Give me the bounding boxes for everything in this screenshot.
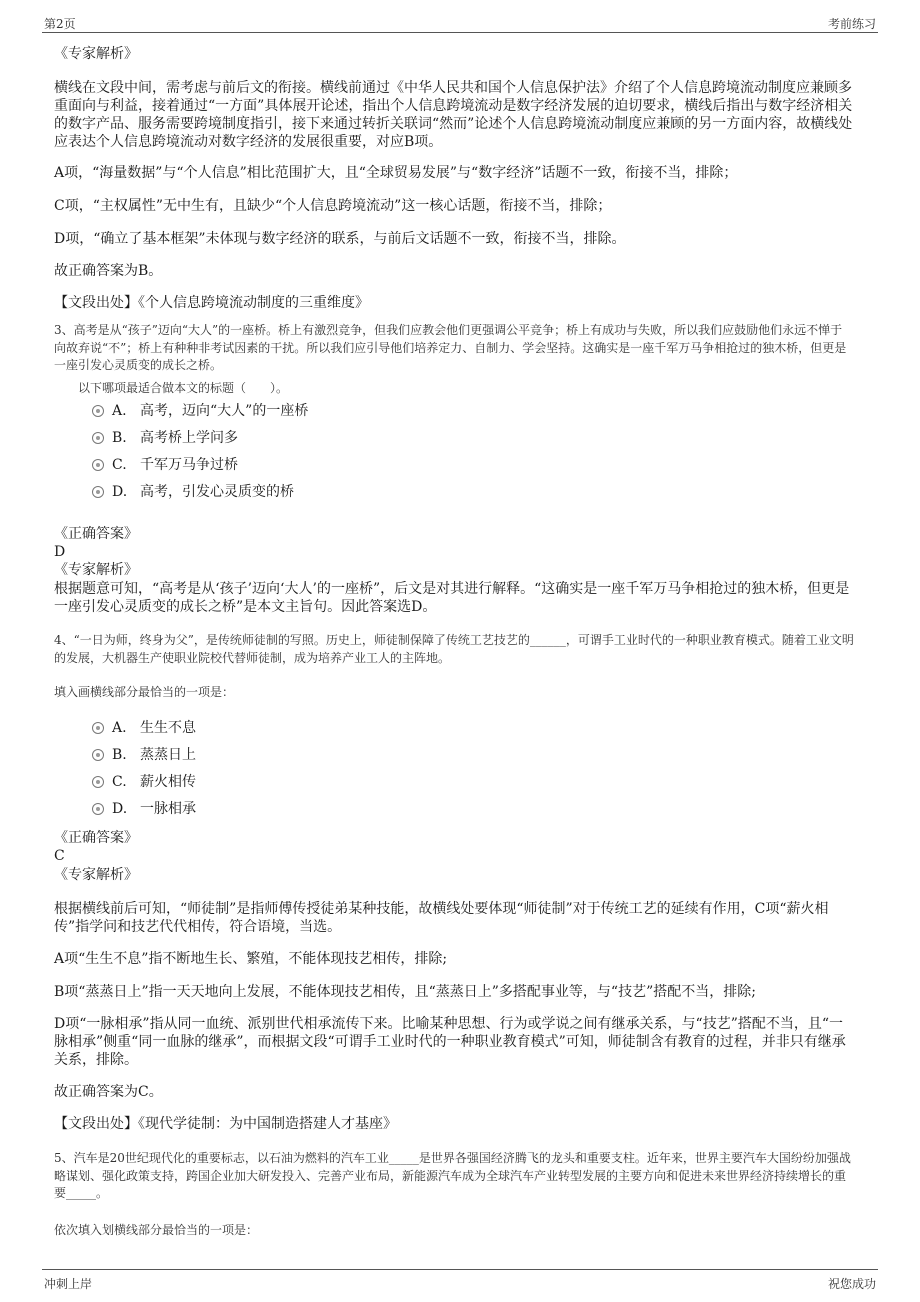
q2-analysis-d: D项，“确立了基本框架”未体现与数字经济的联系，与前后文话题不一致，衔接不当，排除。 [54, 231, 626, 247]
radio-icon[interactable] [92, 722, 104, 734]
q4-source: 【文段出处】《现代学徒制：为中国制造搭建人才基座》 [54, 1116, 397, 1132]
radio-icon[interactable] [92, 405, 104, 417]
q4-answer: C [54, 848, 65, 864]
q4-option-a[interactable]: A. 生生不息 [92, 719, 196, 737]
footer-left: 冲刺上岸 [44, 1277, 93, 1291]
q3-analysis-title: 《专家解析》 [54, 562, 138, 578]
q3-option-c[interactable]: C. 千军万马争过桥 [92, 456, 238, 474]
radio-icon[interactable] [92, 459, 104, 471]
radio-icon[interactable] [92, 803, 104, 815]
q4-analysis-a: A项“生生不息”指不断地生长、繁殖，不能体现技艺相传，排除; [54, 951, 448, 967]
q4-analysis-d: D项“一脉相承”指从同一血统、派别世代相承流传下来。比喻某种思想、行为或学说之间有继承关系，与“技艺”搭配不当，且“一脉相承”侧重“同一血脉的继承”，而根据文段“可谓手工业时代的一种职业教育模式”可知，师徒制含有教育的过程，并非只有继承关系，排除。 [54, 1016, 846, 1068]
q4-option-b[interactable]: B. 蒸蒸日上 [92, 746, 196, 764]
q4-option-c[interactable]: C. 薪火相传 [92, 773, 196, 791]
q2-analysis-c: C项，“主权属性”无中生有，且缺少“个人信息跨境流动”这一核心话题，衔接不当，排除； [54, 198, 612, 214]
q3-option-b[interactable]: B. 高考桥上学问多 [92, 429, 238, 447]
q4-answer-text: 故正确答案为C。 [54, 1084, 163, 1100]
q3-option-d[interactable]: D. 高考，引发心灵质变的桥 [92, 483, 294, 501]
q4-analysis-b: B项“蒸蒸日上”指一天天地向上发展，不能体现技艺相传，且“蒸蒸日上”多搭配事业等，与“技艺”搭配不当，排除; [54, 984, 756, 1000]
q2-analysis-title: 《专家解析》 [54, 46, 138, 62]
q2-analysis-body: 横线在文段中间，需考虑与前后文的衔接。横线前通过《中华人民共和国个人信息保护法》介绍了个人信息跨境流动制度应兼顾多重面向与利益，接着通过“一方面”具体展开论述，指出个人信息跨境流动是数字经济发展的迫切要求，横线后指出与数字经济相关的数字产品、服务需要跨境制度指引，接下来通过转折关联词“然而”论述个人信息跨境流动制度应兼顾的另一方面内容，故横线处应表达个人信息跨境流动对数字经济的发展很重要，对应B项。 [54, 80, 853, 150]
radio-icon[interactable] [92, 486, 104, 498]
q3-answer-title: 《正确答案》 [54, 526, 138, 542]
radio-icon[interactable] [92, 776, 104, 788]
header-title: 考前练习 [827, 17, 876, 31]
radio-icon[interactable] [92, 432, 104, 444]
q4-answer-title: 《正确答案》 [54, 830, 138, 846]
q3-stem: 3、高考是从“孩子”迈向“大人”的一座桥。桥上有激烈竞争，但我们应教会他们更强调公平竞争；桥上有成功与失败，所以我们应鼓励他们永远不惮于向故弃说“不”；桥上有种种非考试因素的干扰。所以我们应引导他们培养定力、自制力、学会坚持。这确实是一座千军万马争相抢过的独木桥，但更是一座引发心灵质变的成长之桥。 [54, 323, 847, 372]
q4-prompt: 填入画横线部分最恰当的一项是： [54, 685, 235, 699]
q3-analysis: 根据题意可知，“高考是从‘孩子’迈向‘大人’的一座桥”，后文是对其进行解释。“这确实是一座千军万马争相抢过的独木桥，但更是一座引发心灵质变的成长之桥”是本文主旨句。因此答案选D。 [54, 581, 850, 615]
page-header [42, 12, 878, 33]
q2-analysis-a: A项，“海量数据”与“个人信息”相比范围扩大，且“全球贸易发展”与“数字经济”话题不一致，衔接不当，排除； [54, 165, 738, 181]
q4-option-d[interactable]: D. 一脉相承 [92, 800, 196, 818]
q5-prompt: 依次填入划横线部分最恰当的一项是： [54, 1223, 259, 1237]
q3-prompt: 以下哪项最适合做本文的标题（ ）。 [78, 381, 289, 395]
footer-right: 祝您成功 [827, 1277, 876, 1291]
q2-answer: 故正确答案为B。 [54, 263, 163, 279]
page-number: 第2页 [44, 17, 76, 31]
q4-stem: 4、“一日为师，终身为父”，是传统师徒制的写照。历史上，师徒制保障了传统工艺技艺的______，可谓手工业时代的一种职业教育模式。随着工业文明的发展，大机器生产使职业院校代替师徒制，成为培养产业工人的主阵地。 [54, 633, 854, 665]
radio-icon[interactable] [92, 749, 104, 761]
q3-answer: D [54, 544, 66, 560]
q5-stem: 5、汽车是20世纪现代化的重要标志，以石油为燃料的汽车工业_____是世界各强国经济腾飞的龙头和重要支柱。近年来，世界主要汽车大国纷纷加强战略谋划、强化政策支持，跨国企业加大研发投入、完善产业布局，新能源汽车成为全球汽车产业转型发展的主要方向和促进未来世界经济持续增长的重要_____。 [54, 1151, 851, 1200]
q3-option-a[interactable]: A. 高考，迈向“大人”的一座桥 [92, 402, 308, 420]
q4-analysis: 根据横线前后可知，“师徒制”是指师傅传授徒弟某种技能，故横线处要体现“师徒制”对于传统工艺的延续有作用，C项“薪火相传”指学问和技艺代代相传，符合语境，当选。 [54, 901, 829, 935]
q2-source: 【文段出处】《个人信息跨境流动制度的三重维度》 [54, 295, 369, 311]
page-footer [42, 1269, 878, 1292]
q4-analysis-title: 《专家解析》 [54, 867, 138, 883]
